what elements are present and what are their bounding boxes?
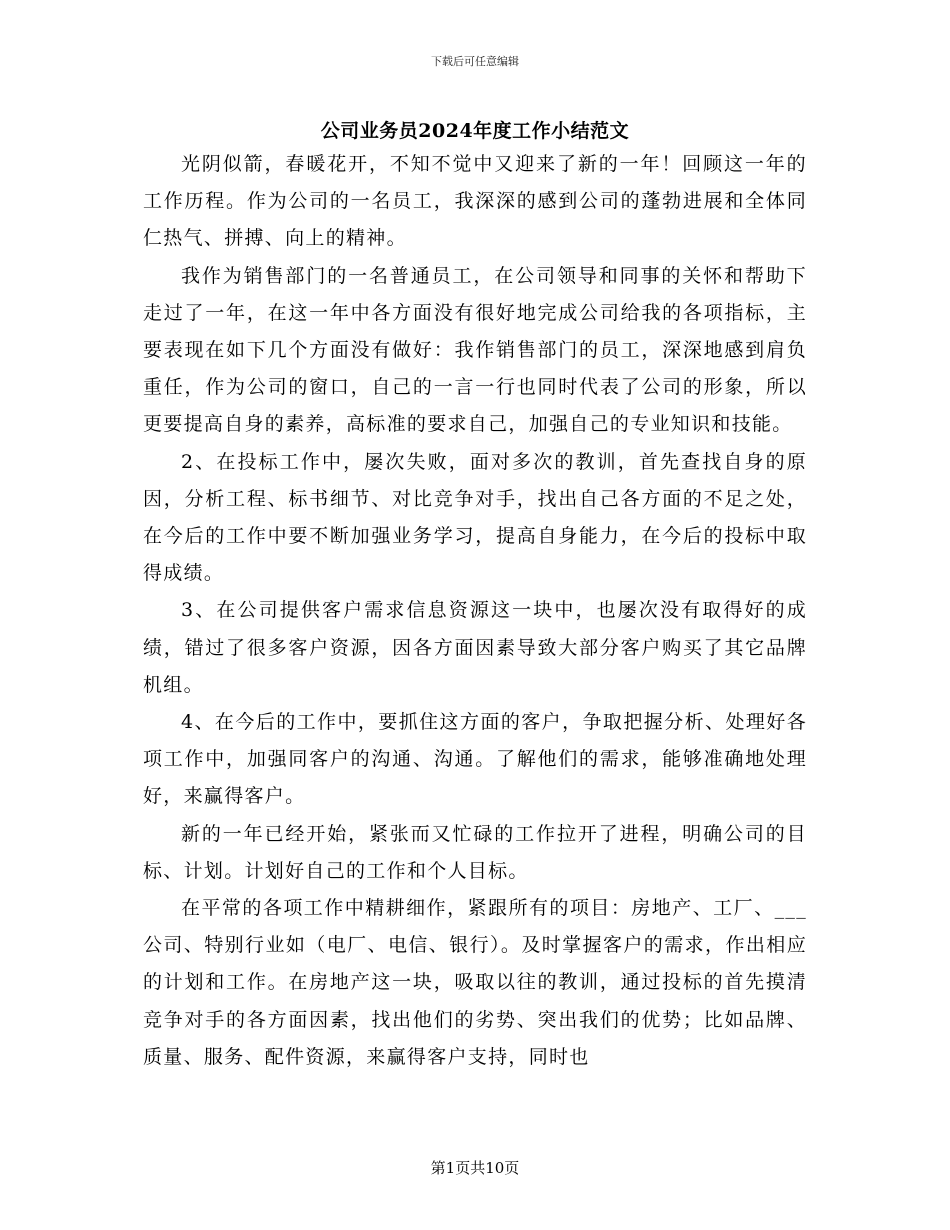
paragraph-daily-work: 在平常的各项工作中精耕细作，紧跟所有的项目：房地产、工厂、___公司、特别行业如（电厂、电信、银行）。及时掌握客户的需求，作出相应的计划和工作。在房地产这一块，吸取以往的教训，通过投标的首先摸清竞争对手的各方面因素，找出他们的劣势、突出我们的优势；比如品牌、质量、服务、配件资源，来赢得客户支持，同时也 [143, 897, 807, 1068]
paragraph-item-3: 3、在公司提供客户需求信息资源这一块中，也屡次没有取得好的成绩，错过了很多客户资源，因各方面因素导致大部分客户购买了其它品牌机组。 [143, 599, 807, 696]
paragraph-item-4: 4、在今后的工作中，要抓住这方面的客户，争取把握分析、处理好各项工作中，加强同客户的沟通、沟通。了解他们的需求，能够准确地处理好，来赢得客户。 [143, 711, 807, 808]
paragraph-intro: 光阴似箭，春暖花开，不知不觉中又迎来了新的一年！回顾这一年的工作历程。作为公司的一名员工，我深深的感到公司的蓬勃进展和全体同仁热气、拼搏、向上的精神。 [143, 153, 807, 250]
paragraph-self-review: 我作为销售部门的一名普通员工，在公司领导和同事的关怀和帮助下走过了一年，在这一年中各方面没有很好地完成公司给我的各项指标，主要表现在如下几个方面没有做好：我作销售部门的员工，深深地感到肩负重任，作为公司的窗口，自己的一言一行也同时代表了公司的形象，所以更要提高自身的素养，高标准的要求自己，加强自己的专业知识和技能。 [143, 264, 807, 436]
paragraph-new-year: 新的一年已经开始，紧张而又忙碌的工作拉开了进程，明确公司的目标、计划。计划好自己的工作和个人目标。 [143, 822, 807, 882]
document-title: 公司业务员2024年度工作小结范文 [320, 120, 630, 142]
page-header-note: 下载后可任意编辑 [431, 55, 519, 68]
document-body [143, 146, 807, 1076]
paragraph-item-2: 2、在投标工作中，屡次失败，面对多次的教训，首先查找自身的原因，分析工程、标书细节、对比竞争对手，找出自己各方面的不足之处，在今后的工作中要不断加强业务学习，提高自身能力，在今后的投标中取得成绩。 [143, 450, 807, 585]
page-number: 第1页共10页 [430, 1159, 520, 1177]
